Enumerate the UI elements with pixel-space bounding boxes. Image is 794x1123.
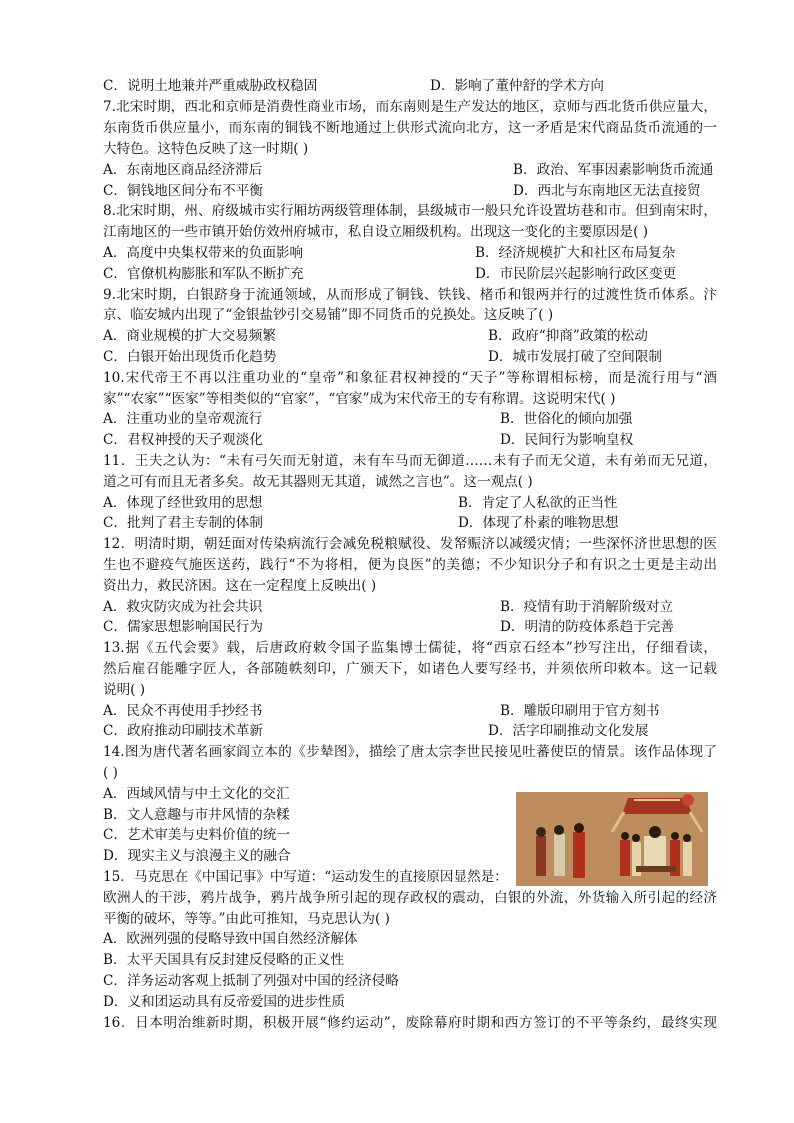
q14-option-c: C．艺术审美与史料价值的统一 xyxy=(103,827,291,843)
q14-option-a: A．西域风情与中土文化的交汇 xyxy=(103,786,290,802)
q8-option-d: D．市民阶层兴起影响行政区变更 xyxy=(475,266,677,282)
q14-option-d: D．现实主义与浪漫主义的融合 xyxy=(103,848,291,864)
q10-option-d: D．民间行为影响皇权 xyxy=(500,432,634,448)
q15-option-c: C．洋务运动客观上抵制了列强对中国的经济侵略 xyxy=(103,973,399,989)
q9-option-a: A．商业规模的扩大交易频繁 xyxy=(103,328,276,344)
q15-option-b: B．太平天国具有反封建反侵略的正义性 xyxy=(103,952,345,968)
envoy-figures xyxy=(536,823,585,878)
q7-option-b: B．政治、军事因素影响货币流通 xyxy=(513,162,714,178)
q10-option-a: A．注重功业的皇帝观流行 xyxy=(103,411,263,427)
q12-stem-line-3: 资出力，救民济困。这在一定程度上反映出( ) xyxy=(103,578,377,594)
q16-stem-line-1: 16．日本明治维新时期，积极开展“修约运动”，废除幕府时期和西方签订的不平等条约，最终实现 xyxy=(103,1015,717,1031)
q9-stem-line-1: 9.北宋时期，白银跻身于流通领域，从而形成了铜钱、铁钱、楮币和银两并行的过渡性货币体系。汴 xyxy=(103,287,717,303)
q6-option-c: C．说明土地兼并严重威胁政权稳固 xyxy=(103,78,318,94)
bunian-tu-painting xyxy=(516,792,708,886)
q13-stem-line-2: 然后雇召能雕字匠人，各部随帙刻印，广颁天下，如诸色人要写经书，并须依所印敕本。这一记载 xyxy=(103,661,717,677)
q14-stem-line-1: 14.图为唐代著名画家阎立本的《步辇图》，描绘了唐太宗李世民接见吐蕃使臣的情景。该作品体现了 xyxy=(103,744,717,760)
q8-stem-line-1: 8.北宋时期，州、府级城市实行厢坊两级管理体制，县级城市一般只允许设置坊巷和市。但到南宋时， xyxy=(103,203,717,219)
q8-option-a: A．高度中央集权带来的负面影响 xyxy=(103,245,304,261)
q6-option-d: D．影响了董仲舒的学术方向 xyxy=(430,78,605,94)
q10-option-b: B．世俗化的倾向加强 xyxy=(500,411,633,427)
q15-option-a: A．欧洲列强的侵略导致中国自然经济解体 xyxy=(103,931,358,947)
q13-option-c: C．政府推动印刷技术革新 xyxy=(103,723,263,739)
q8-stem-line-2: 江南地区的一些市镇开始仿效州府城市，私自设立厢级机构。出现这一变化的主要原因是( ) xyxy=(103,224,649,240)
q11-option-a: A．体现了经世致用的思想 xyxy=(103,495,263,511)
q13-option-b: B．雕版印刷用于官方刻书 xyxy=(500,703,660,719)
q9-option-c: C．白银开始出现货币化趋势 xyxy=(103,349,277,365)
q7-stem-line-1: 7.北宋时期，西北和京师是消费性商业市场，而东南则是生产发达的地区，京师与西北货币供应量大， xyxy=(103,99,717,115)
q13-stem-line-3: 说明( ) xyxy=(103,682,146,698)
q15-stem-line-2: 欧洲人的干涉，鸦片战争，鸦片战争所引起的现存政权的震动，白银的外流，外货输入所引起的经济 xyxy=(103,890,717,906)
q9-option-b: B．政府“抑商”政策的松动 xyxy=(488,328,648,344)
q14-stem-line-2: ( ) xyxy=(103,765,118,781)
q11-option-d: D．体现了朴素的唯物思想 xyxy=(458,515,619,531)
q12-stem-line-1: 12．明清时期，朝廷面对传染病流行会减免税粮赋役、发帑赈济以减缓灾情；一些深怀济世思想的医 xyxy=(103,536,717,552)
q11-option-b: B．肯定了人私欲的正当性 xyxy=(458,495,618,511)
q7-stem-line-2: 东南货币供应量小，而东南的铜钱不断地通过上供形式流向北方，这一矛盾是宋代商品货币流通的一 xyxy=(103,120,717,136)
q15-stem-line-3: 平衡的破坏，等等。”由此可推知，马克思认为( ) xyxy=(103,911,390,927)
q11-stem-line-2: 道之可有而且无者多矣。故无其器则无其道，诚然之言也”。这一观点( ) xyxy=(103,474,533,490)
q12-option-b: B．疫情有助于消解阶级对立 xyxy=(500,599,674,615)
q15-option-d: D．义和团运动具有反帝爱国的进步性质 xyxy=(103,994,345,1010)
q12-option-c: C．儒家思想影响国民行为 xyxy=(103,619,263,635)
q9-option-d: D．城市发展打破了空间限制 xyxy=(488,349,663,365)
q9-stem-line-2: 京、临安城内出现了“金银盐钞引交易铺”即不同货币的兑换处。这反映了( ) xyxy=(103,307,554,323)
painting-figure xyxy=(516,792,708,886)
q12-stem-line-2: 生也不避疫气施医送药，践行“不为将相，便为良医”的美德；不少知识分子和有识之士更是主动出 xyxy=(103,557,717,573)
q11-stem-line-1: 11．王夫之认为：“未有弓矢而无射道，未有车马而无御道……未有子而无父道，未有弟而无兄道， xyxy=(103,453,717,469)
q7-option-c: C．铜钱地区间分布不平衡 xyxy=(103,183,263,199)
q7-option-a: A．东南地区商品经济滞后 xyxy=(103,162,263,178)
q15-stem-line-1: 15．马克思在《中国记事》中写道：“运动发生的直接原因显然是： xyxy=(103,869,508,885)
q10-stem-line-1: 10.宋代帝王不再以注重功业的“皇帝”和象征君权神授的“天子”等称谓相标榜，而是流行用与“酒 xyxy=(103,370,717,386)
q8-option-b: B．经济规模扩大和社区布局复杂 xyxy=(475,245,676,261)
q13-option-a: A．民众不再使用手抄经书 xyxy=(103,703,263,719)
q12-option-d: D．明清的防疫体系趋于完善 xyxy=(500,619,675,635)
q11-option-c: C．批判了君主专制的体制 xyxy=(103,515,263,531)
q7-option-d: D．西北与东南地区无法直接贸 xyxy=(513,183,701,199)
q14-option-b: B．文人意趣与市井风情的杂糅 xyxy=(103,807,290,823)
q10-stem-line-2: 家”“农家”“医家”等相类似的“官家”，“官家”成为宋代帝王的专有称谓。这说明宋代( ) xyxy=(103,391,616,407)
q8-option-c: C．官僚机构膨胀和军队不断扩充 xyxy=(103,266,304,282)
q13-stem-line-1: 13.据《五代会要》载，后唐政府敕令国子监集博士儒徒，将“西京石经本”抄写注出，仔细看读， xyxy=(103,640,717,656)
q7-stem-line-3: 大特色。这特色反映了这一时期( ) xyxy=(103,141,309,157)
q13-option-d: D．活字印刷推动文化发展 xyxy=(488,723,649,739)
q10-option-c: C．君权神授的天子观淡化 xyxy=(103,432,263,448)
q12-option-a: A．救灾防灾成为社会共识 xyxy=(103,599,263,615)
